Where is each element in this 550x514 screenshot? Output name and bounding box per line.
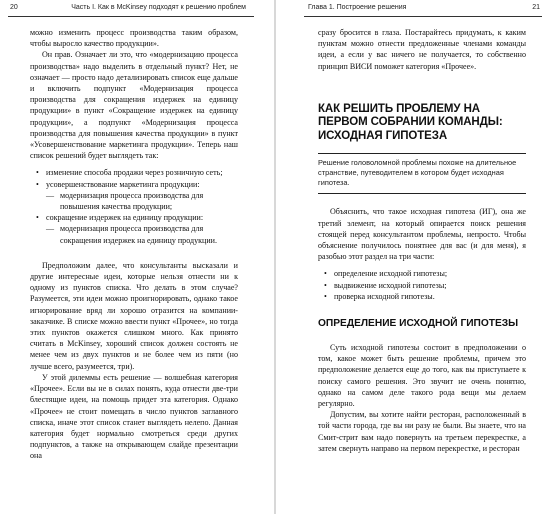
list-item: • определение исходной гипотезы; — [318, 268, 526, 279]
list-item: • проверка исходной гипотезы. — [318, 291, 526, 302]
sub-list-item: — модернизация процесса производства для сокращения издержек на единицу продукции. — [30, 223, 238, 245]
subsection-title: ОПРЕДЕЛЕНИЕ ИСХОДНОЙ ГИПОТЕЗЫ — [318, 317, 519, 329]
list-item: • сокращение издержек на единицу продукции: — [30, 212, 238, 223]
list-item: • выдвижение исходной гипотезы; — [318, 280, 526, 291]
header-rule — [8, 16, 254, 17]
paragraph: У этой дилеммы есть решение — волшебная категория «Прочее». Если вы не в силах понять, куда отнести две-три блестящие идеи, на помощь придет эта категория. Однако «Прочее» не стоит помещать в число пунктов заглавного списка, иначе этот список станет выглядеть нелепо. Данная категория будет нормально смотреться среди других подпунктов, а также на открывающем слайде презентации она — [30, 372, 238, 461]
list-item: • усовершенствование маркетинга продукции: — [30, 179, 238, 190]
paragraph: Суть исходной гипотезы состоит в предположении о том, какое может быть решение проблемы, причем это предположение делается еще до того, как вы приступаете к поиску самого решения. Это звучит не очень понятно, однако на самом деле такого рода вещи мы делаем регулярно. — [318, 342, 526, 408]
header-rule — [304, 16, 542, 17]
right-page — [276, 0, 550, 514]
paragraph: Он прав. Означает ли это, что «модернизацию процесса производства» надо выделить в отдельный пункт? Нет, не означает — просто надо детализировать список еще дальше и включить подпункт «Модернизация процесса производства для сокращения издержек на единицу продукции» в пункт «Сокращение издержек на единицу продукции», а подпункт «Модернизация процесса производства для повышения качества продукции» в пункт «Усовершенствование маркетинга продукции». Теперь наш список решений будет выглядеть так: — [30, 50, 238, 161]
left-page — [0, 0, 274, 514]
left-page-body — [30, 27, 238, 462]
sub-list-item: — модернизация процесса производства для повышения качества продукции; — [30, 190, 238, 212]
paragraph: сразу бросится в глаза. Постарайтесь придумать, к каким пунктам можно отнести предложенные членами команды идеи, а если у вас ничего не получается, то собственно принцип ВИСИ поможет категория «Прочее». — [318, 28, 526, 71]
right-page-body — [318, 27, 526, 454]
paragraph: Допустим, вы хотите найти ресторан, расположенный в той части города, где вы ни разу не были. Вы знаете, что на Смит-стрит вам надо повернуть на третьем перекрестке, а затем свернуть направо на первом перекрестке, и ресторан — [318, 410, 526, 453]
list-item: • изменение способа продажи через розничную сеть; — [30, 167, 238, 178]
section-lead: Решение головоломной проблемы похоже на длительное странствие, путеводителем в котором будет исходная гипотеза. — [318, 158, 517, 188]
page-number: 20 — [10, 4, 18, 11]
paragraph: можно изменить процесс производства таким образом, чтобы выросло качество продукции». — [30, 28, 238, 49]
page-number: 21 — [532, 4, 540, 11]
running-header: Часть I. Как в McKinsey подходят к решению проблем — [71, 4, 246, 11]
paragraph: Предположим далее, что консультанты высказали и другие интересные идеи, которые нельзя отнести ни к одному из пунктов списка. Что делать в этом случае? Разумеется, эти идеи можно проигнорировать, однако такое игнорирование вряд ли хорошо отразится на компании-заказчике. В списке можно ввести пункт «Прочее», но тогда этих пунктов окажется слишком много. Как принято считать в McKinsey, хороший список должен состоять не менее чем из двух пунктов и не более чем из пяти (но лучше всего, разумеется, три). — [30, 260, 238, 371]
section-title: КАК РЕШИТЬ ПРОБЛЕМУ НА ПЕРВОМ СОБРАНИИ КОМАНДЫ: ИСХОДНАЯ ГИПОТЕЗА — [318, 102, 503, 142]
running-header: Глава 1. Построение решения — [308, 4, 407, 11]
paragraph: Объяснить, что такое исходная гипотеза (ИГ), она же третий элемент, на который опирается поиск решения стоящей перед консультантом проблемы, непросто. Чтобы объяснение получилось понятнее для вас (и для меня), я разобью этот раздел на три части: — [318, 207, 526, 262]
